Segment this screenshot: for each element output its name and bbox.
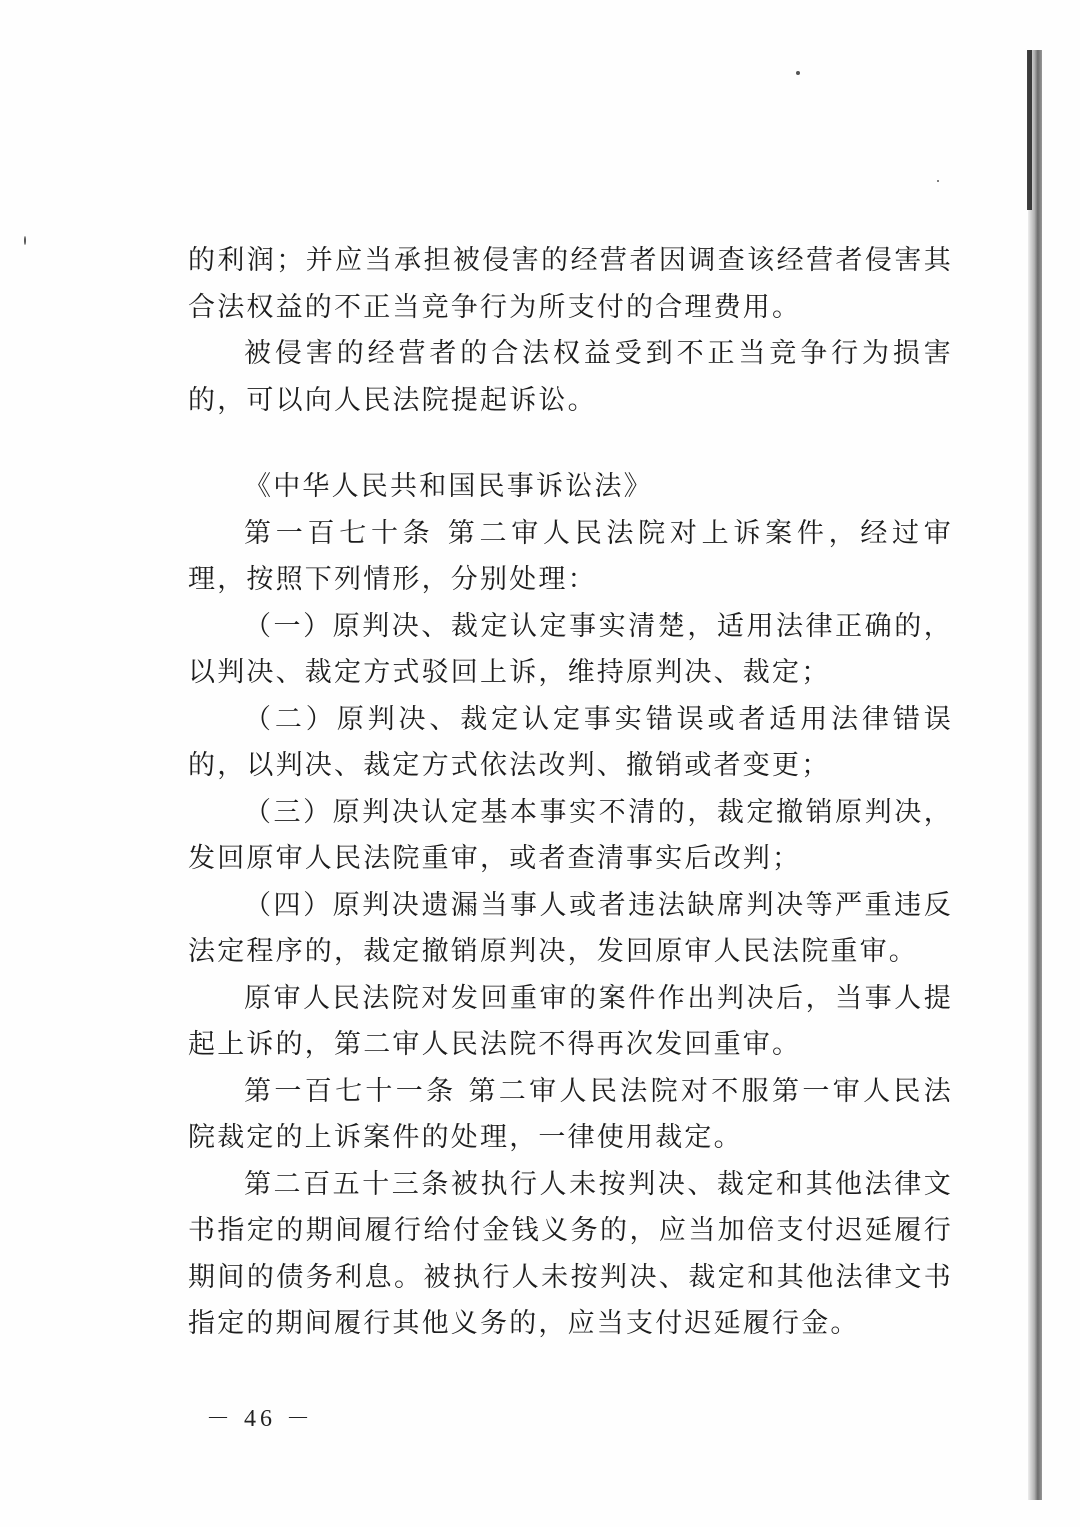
scan-speck [937,180,939,182]
article-170: 第一百七十条 第二审人民法院对上诉案件，经过审理，按照下列情形，分别处理： [188,517,953,595]
article-253: 第二百五十三条被执行人未按判决、裁定和其他法律文书指定的期间履行给付金钱义务的，应当加倍支付迟延履行期间的债务利息。被执行人未按判决、裁定和其他法律文书指定的期间履行其他义务的，应当支付迟延履行金。 [188,1168,953,1339]
article-170-item-2: （二）原判决、裁定认定事实错误或者适用法律错误的，以判决、裁定方式依法改判、撤销或者变更； [188,703,953,781]
article-170-retrial-rule: 原审人民法院对发回重审的案件作出判决后，当事人提起上诉的，第二审人民法院不得再次发回重审。 [188,982,953,1060]
document-body [188,238,953,1348]
scan-speck [24,236,26,245]
scan-speck [796,71,800,75]
paragraph-continued-profit: 的利润；并应当承担被侵害的经营者因调查该经营者侵害其合法权益的不正当竞争行为所支付的合理费用。 [188,245,953,323]
scan-edge-shadow [1028,50,1042,1500]
law-title: 《中华人民共和国民事诉讼法》 [244,471,653,502]
article-170-item-4: （四）原判决遗漏当事人或者违法缺席判决等严重违反法定程序的，裁定撤销原判决，发回原审人民法院重审。 [188,889,953,967]
article-170-item-3: （三）原判决认定基本事实不清的，裁定撤销原判决，发回原审人民法院重审，或者查清事实后改判； [188,796,953,874]
article-170-item-1: （一）原判决、裁定认定事实清楚，适用法律正确的，以判决、裁定方式驳回上诉，维持原判决、裁定； [188,610,953,688]
article-171: 第一百七十一条 第二审人民法院对不服第一审人民法院裁定的上诉案件的处理，一律使用裁定。 [188,1075,953,1153]
paragraph-right-to-sue: 被侵害的经营者的合法权益受到不正当竞争行为损害的，可以向人民法院提起诉讼。 [188,338,953,416]
scan-edge-mark [1027,50,1032,210]
page-number: － 46 － [206,1406,314,1432]
